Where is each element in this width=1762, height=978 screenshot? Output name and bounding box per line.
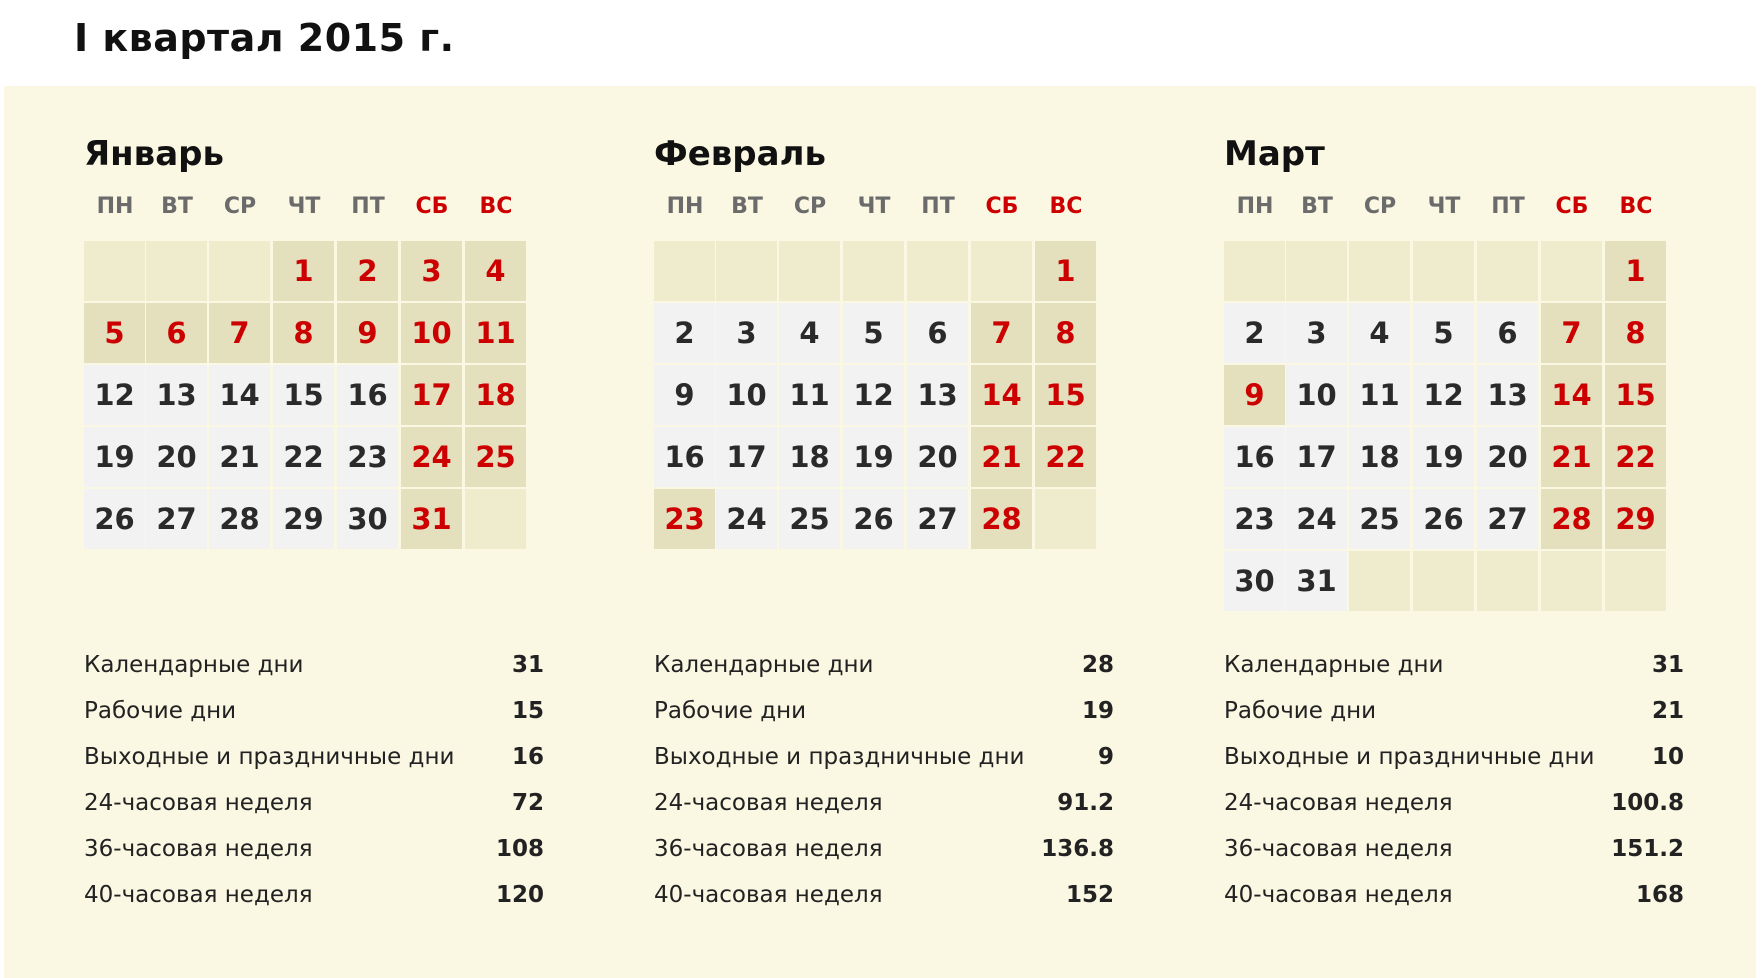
day-off-cell: 8 [1035,303,1096,363]
workday-cell: 5 [1413,303,1474,363]
workday-cell: 6 [907,303,968,363]
stat-row [84,882,544,928]
calendar-panel [4,86,1756,978]
page-title: I квартал 2015 г. [74,16,455,60]
workday-cell: 14 [209,365,270,425]
workday-cell: 25 [779,489,840,549]
workday-cell: 20 [146,427,207,487]
weekday-label: ПН [666,194,704,219]
stat-label: 24-часовая неделя [84,790,313,816]
workday-cell: 28 [209,489,270,549]
stat-value: 28 [1081,652,1114,678]
day-off-cell: 25 [465,427,526,487]
weekday-header [1224,194,1672,224]
day-off-cell: 31 [401,489,462,549]
stat-label: Календарные дни [654,652,874,678]
empty-cell [1349,241,1410,301]
workday-cell: 19 [843,427,904,487]
workday-cell: 12 [1413,365,1474,425]
weekday-label: ПТ [351,194,385,219]
workday-cell: 17 [716,427,777,487]
weekday-label: ЧТ [857,194,891,219]
stat-row [654,652,1114,698]
stat-value: 15 [511,698,544,724]
weekday-label: ПТ [921,194,955,219]
workday-cell: 30 [337,489,398,549]
day-off-cell: 3 [401,241,462,301]
day-off-cell: 1 [273,241,334,301]
empty-cell [654,241,715,301]
workday-cell: 26 [84,489,145,549]
stat-value: 100.8 [1611,790,1684,816]
weekday-label: СР [1363,194,1397,219]
day-off-cell: 8 [1605,303,1666,363]
workday-cell: 3 [716,303,777,363]
day-off-cell: 21 [971,427,1032,487]
workday-cell: 19 [1413,427,1474,487]
empty-cell [146,241,207,301]
stat-value: 152 [1065,882,1114,908]
workday-cell: 15 [273,365,334,425]
stat-row [654,882,1114,928]
empty-cell [843,241,904,301]
empty-cell [1035,489,1096,549]
day-off-cell: 14 [1541,365,1602,425]
day-off-cell: 2 [337,241,398,301]
stat-value: 151.2 [1611,836,1684,862]
stat-label: 36-часовая неделя [1224,836,1453,862]
day-off-cell: 7 [971,303,1032,363]
stat-value: 108 [495,836,544,862]
day-off-cell: 7 [1541,303,1602,363]
weekday-label: ПТ [1491,194,1525,219]
day-off-cell: 17 [401,365,462,425]
month-name: Март [1224,134,1325,174]
workday-cell: 29 [273,489,334,549]
workday-cell: 20 [907,427,968,487]
day-off-cell: 9 [1224,365,1285,425]
weekday-label: ЧТ [1427,194,1461,219]
day-off-cell: 9 [337,303,398,363]
stat-label: 36-часовая неделя [654,836,883,862]
workday-cell: 13 [907,365,968,425]
workday-cell: 19 [84,427,145,487]
day-off-cell: 24 [401,427,462,487]
workday-cell: 24 [1286,489,1347,549]
stat-row [1224,652,1684,698]
day-off-cell: 22 [1605,427,1666,487]
stat-value: 91.2 [1057,790,1114,816]
stat-value: 120 [495,882,544,908]
workday-cell: 23 [1224,489,1285,549]
weekday-label: ПН [1236,194,1274,219]
stat-row [84,652,544,698]
empty-cell [465,489,526,549]
empty-cell [1286,241,1347,301]
empty-cell [84,241,145,301]
workday-cell: 3 [1286,303,1347,363]
empty-cell [1413,551,1474,611]
stat-row [1224,882,1684,928]
stat-label: Выходные и праздничные дни [654,744,1025,770]
workday-cell: 18 [779,427,840,487]
day-off-cell: 15 [1035,365,1096,425]
workday-cell: 20 [1477,427,1538,487]
empty-cell [1477,551,1538,611]
workday-cell: 4 [779,303,840,363]
workday-cell: 27 [146,489,207,549]
month-name: Январь [84,134,224,174]
day-off-cell: 15 [1605,365,1666,425]
weekday-label: ВС [1619,194,1653,219]
stat-row [84,836,544,882]
stat-label: Календарные дни [84,652,304,678]
stat-label: 40-часовая неделя [84,882,313,908]
workday-cell: 2 [1224,303,1285,363]
stat-label: 40-часовая неделя [1224,882,1453,908]
empty-cell [1413,241,1474,301]
stat-value: 10 [1651,744,1684,770]
workday-cell: 26 [1413,489,1474,549]
day-off-cell: 1 [1035,241,1096,301]
workday-cell: 5 [843,303,904,363]
workday-cell: 12 [84,365,145,425]
workday-cell: 9 [654,365,715,425]
workday-cell: 6 [1477,303,1538,363]
empty-cell [1541,551,1602,611]
workday-cell: 2 [654,303,715,363]
month-stats [654,652,1114,928]
empty-cell [1541,241,1602,301]
stat-label: Рабочие дни [84,698,237,724]
stat-label: Рабочие дни [654,698,807,724]
stat-row [1224,744,1684,790]
workday-cell: 27 [907,489,968,549]
stat-value: 31 [511,652,544,678]
workday-cell: 26 [843,489,904,549]
empty-cell [1605,551,1666,611]
workday-cell: 31 [1286,551,1347,611]
stat-label: Выходные и праздничные дни [84,744,455,770]
weekday-label: ЧТ [287,194,321,219]
day-off-cell: 21 [1541,427,1602,487]
stat-row [654,744,1114,790]
month-stats [84,652,544,928]
stat-label: Выходные и праздничные дни [1224,744,1595,770]
day-off-cell: 28 [971,489,1032,549]
empty-cell [1224,241,1285,301]
workday-cell: 12 [843,365,904,425]
day-off-cell: 5 [84,303,145,363]
stat-value: 136.8 [1041,836,1114,862]
workday-cell: 24 [716,489,777,549]
stat-row [84,744,544,790]
workday-cell: 27 [1477,489,1538,549]
workday-cell: 21 [209,427,270,487]
stat-row [1224,836,1684,882]
day-off-cell: 1 [1605,241,1666,301]
workday-cell: 13 [146,365,207,425]
day-off-cell: 8 [273,303,334,363]
workday-cell: 13 [1477,365,1538,425]
month-name: Февраль [654,134,826,174]
day-off-cell: 28 [1541,489,1602,549]
stat-value: 31 [1651,652,1684,678]
stat-row [84,698,544,744]
workday-cell: 11 [1349,365,1410,425]
stat-label: 36-часовая неделя [84,836,313,862]
day-off-cell: 23 [654,489,715,549]
empty-cell [1349,551,1410,611]
empty-cell [907,241,968,301]
workday-cell: 16 [654,427,715,487]
workday-cell: 4 [1349,303,1410,363]
weekday-label: ВТ [1301,194,1333,219]
stat-value: 9 [1097,744,1114,770]
weekday-label: ВТ [161,194,193,219]
stat-row [84,790,544,836]
workday-cell: 17 [1286,427,1347,487]
weekday-label: ПН [96,194,134,219]
stat-value: 168 [1635,882,1684,908]
day-off-cell: 10 [401,303,462,363]
empty-cell [1477,241,1538,301]
stat-value: 21 [1651,698,1684,724]
empty-cell [971,241,1032,301]
weekday-header [84,194,532,224]
weekday-label: СБ [415,194,449,219]
workday-cell: 25 [1349,489,1410,549]
stat-label: 24-часовая неделя [654,790,883,816]
stat-row [1224,790,1684,836]
workday-cell: 23 [337,427,398,487]
weekday-label: ВС [1049,194,1083,219]
empty-cell [209,241,270,301]
day-off-cell: 7 [209,303,270,363]
weekday-label: СБ [1555,194,1589,219]
stat-label: 40-часовая неделя [654,882,883,908]
month-stats [1224,652,1684,928]
stat-row [654,836,1114,882]
workday-cell: 16 [337,365,398,425]
weekday-label: ВС [479,194,513,219]
stat-row [654,790,1114,836]
workday-cell: 11 [779,365,840,425]
stat-label: Календарные дни [1224,652,1444,678]
empty-cell [779,241,840,301]
day-off-cell: 29 [1605,489,1666,549]
stat-row [654,698,1114,744]
weekday-label: ВТ [731,194,763,219]
page-header [4,0,1756,86]
day-off-cell: 18 [465,365,526,425]
stat-value: 72 [511,790,544,816]
day-off-cell: 14 [971,365,1032,425]
workday-cell: 30 [1224,551,1285,611]
workday-cell: 22 [273,427,334,487]
day-off-cell: 22 [1035,427,1096,487]
workday-cell: 10 [1286,365,1347,425]
empty-cell [716,241,777,301]
weekday-label: СР [223,194,257,219]
day-off-cell: 4 [465,241,526,301]
day-off-cell: 11 [465,303,526,363]
stat-value: 19 [1081,698,1114,724]
stat-label: Рабочие дни [1224,698,1377,724]
stat-label: 24-часовая неделя [1224,790,1453,816]
weekday-label: СБ [985,194,1019,219]
workday-cell: 16 [1224,427,1285,487]
workday-cell: 18 [1349,427,1410,487]
day-off-cell: 6 [146,303,207,363]
stat-row [1224,698,1684,744]
stat-value: 16 [511,744,544,770]
workday-cell: 10 [716,365,777,425]
weekday-label: СР [793,194,827,219]
weekday-header [654,194,1102,224]
